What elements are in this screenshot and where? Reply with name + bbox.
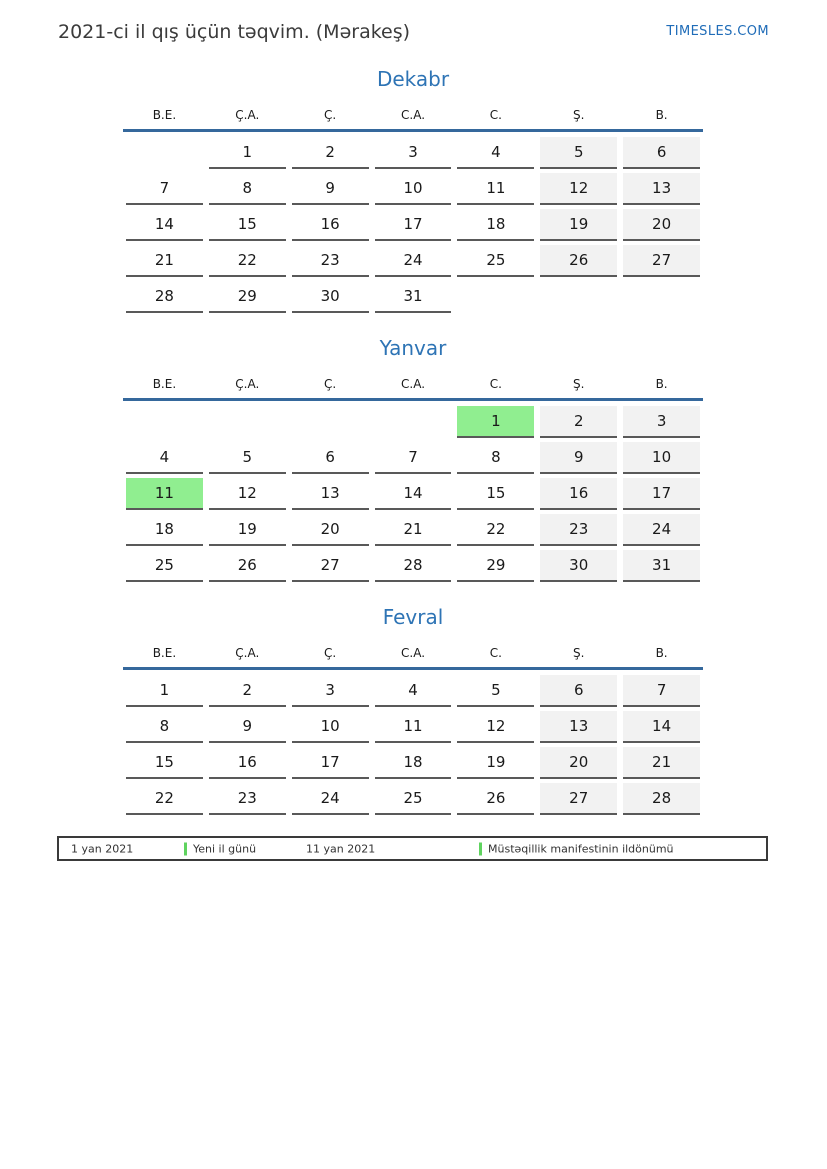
weekday-header: C. [489, 108, 502, 122]
calendar-day: 22 [457, 514, 534, 546]
calendar-day: 16 [540, 478, 617, 510]
calendar-day: 5 [457, 675, 534, 707]
calendar-day: 10 [292, 711, 369, 743]
calendar-day: 1 [457, 406, 534, 438]
month-title: Yanvar [379, 336, 447, 360]
calendar-day: 28 [623, 783, 700, 815]
calendar-day: 13 [623, 173, 700, 205]
calendar-day: 24 [375, 245, 452, 277]
calendar-day: 18 [126, 514, 203, 546]
weekday-header: Ç.A. [235, 108, 260, 122]
calendar-day: 9 [209, 711, 286, 743]
calendar-day: 12 [209, 478, 286, 510]
week-row [123, 474, 703, 510]
calendar-day: 6 [292, 442, 369, 474]
calendar-day: 18 [375, 747, 452, 779]
calendar-day: 10 [375, 173, 452, 205]
weekday-header: C. [489, 646, 502, 660]
calendar-day: 11 [375, 711, 452, 743]
weekday-header: B.E. [152, 646, 177, 660]
calendar-day: 30 [540, 550, 617, 582]
calendar-day: 15 [457, 478, 534, 510]
month-section-dekabr [123, 66, 703, 313]
week-row [123, 546, 703, 582]
calendar-day: 16 [209, 747, 286, 779]
calendar-day: 29 [209, 281, 286, 313]
calendar-day: 28 [126, 281, 203, 313]
calendar-day: 12 [540, 173, 617, 205]
calendar-day: 22 [126, 783, 203, 815]
weekday-header: Ç. [324, 377, 337, 391]
calendar-day: 13 [540, 711, 617, 743]
calendar-day: 9 [292, 173, 369, 205]
calendar-day: 14 [623, 711, 700, 743]
calendar-day: 10 [623, 442, 700, 474]
calendar-day: 3 [375, 137, 452, 169]
calendar-day: 26 [209, 550, 286, 582]
weekday-divider [123, 667, 703, 670]
calendar-day: 7 [375, 442, 452, 474]
weekday-header: Ş. [573, 646, 585, 660]
weekday-divider [123, 129, 703, 132]
calendar-day-empty [126, 137, 203, 169]
calendar-day: 12 [457, 711, 534, 743]
legend-label: Yeni il günü [193, 842, 257, 855]
week-row [123, 779, 703, 815]
calendar-day-empty [209, 406, 286, 438]
calendar-day: 8 [457, 442, 534, 474]
calendar-day: 23 [209, 783, 286, 815]
calendar-day: 21 [375, 514, 452, 546]
legend-date: 1 yan 2021 [71, 842, 134, 855]
calendar-day: 19 [209, 514, 286, 546]
calendar-day: 2 [292, 137, 369, 169]
weekday-header-row [123, 644, 703, 662]
weekday-header: B. [655, 377, 668, 391]
page-title: 2021-ci il qış üçün təqvim. (Mərakeş) [58, 21, 411, 43]
calendar-day: 6 [623, 137, 700, 169]
calendar-day: 20 [292, 514, 369, 546]
week-row [123, 277, 703, 313]
week-row [123, 707, 703, 743]
week-row [123, 743, 703, 779]
calendar-day: 26 [457, 783, 534, 815]
legend-label: Müstəqillik manifestinin ildönümü [488, 842, 674, 855]
month-title: Dekabr [376, 67, 450, 91]
calendar-day: 8 [209, 173, 286, 205]
calendar-day: 7 [126, 173, 203, 205]
month-section-yanvar [123, 335, 703, 582]
calendar-day: 11 [126, 478, 203, 510]
calendar-day: 24 [292, 783, 369, 815]
calendar-day: 31 [375, 281, 452, 313]
calendar-day: 21 [623, 747, 700, 779]
calendar-day: 21 [126, 245, 203, 277]
calendar-day-empty [457, 281, 534, 313]
calendar-day: 27 [623, 245, 700, 277]
calendar-day: 17 [375, 209, 452, 241]
calendar-day: 18 [457, 209, 534, 241]
calendar-day: 16 [292, 209, 369, 241]
calendar-day-empty [623, 281, 700, 313]
calendar-day: 27 [292, 550, 369, 582]
page-header [58, 20, 769, 44]
site-logo-link[interactable]: TIMESLES.COM [666, 24, 769, 39]
calendar-day: 25 [375, 783, 452, 815]
week-row [123, 671, 703, 707]
calendar-day: 27 [540, 783, 617, 815]
calendar-day-empty [375, 406, 452, 438]
calendar-day: 17 [292, 747, 369, 779]
weekday-header: B. [655, 646, 668, 660]
calendar-day: 26 [540, 245, 617, 277]
weeks-grid [123, 671, 703, 815]
calendar-day: 5 [540, 137, 617, 169]
weekday-header: Ş. [573, 108, 585, 122]
calendar-day: 17 [623, 478, 700, 510]
calendar-day: 24 [623, 514, 700, 546]
calendar-day: 7 [623, 675, 700, 707]
calendar-day: 5 [209, 442, 286, 474]
calendar-day: 19 [540, 209, 617, 241]
calendar-day: 2 [209, 675, 286, 707]
calendar-day: 28 [375, 550, 452, 582]
weekday-header: C.A. [401, 108, 426, 122]
weekday-header: C. [489, 377, 502, 391]
calendar-day: 29 [457, 550, 534, 582]
calendar-day: 9 [540, 442, 617, 474]
week-row [123, 169, 703, 205]
legend-box [57, 836, 768, 861]
calendar-day: 3 [623, 406, 700, 438]
calendar-day: 25 [126, 550, 203, 582]
calendar-day: 4 [457, 137, 534, 169]
calendar-day: 20 [540, 747, 617, 779]
weekday-header-row [123, 106, 703, 124]
calendar-day: 15 [126, 747, 203, 779]
weekday-header: Ç. [324, 646, 337, 660]
weekday-header: C.A. [401, 646, 426, 660]
weeks-grid [123, 402, 703, 582]
weekday-header: B.E. [152, 377, 177, 391]
week-row [123, 510, 703, 546]
week-row [123, 241, 703, 277]
calendar-day: 8 [126, 711, 203, 743]
calendar-day: 2 [540, 406, 617, 438]
holiday-marker-icon [184, 842, 187, 855]
weekday-header: Ç.A. [235, 377, 260, 391]
calendar-day: 20 [623, 209, 700, 241]
calendar-day: 6 [540, 675, 617, 707]
calendar-day: 4 [126, 442, 203, 474]
calendar-day: 1 [126, 675, 203, 707]
calendar-day: 31 [623, 550, 700, 582]
holiday-marker-icon [479, 842, 482, 855]
calendar-day: 19 [457, 747, 534, 779]
weekday-header-row [123, 375, 703, 393]
weekday-header: Ş. [573, 377, 585, 391]
month-title: Fevral [382, 605, 444, 629]
calendar-day: 11 [457, 173, 534, 205]
weekday-header: C.A. [401, 377, 426, 391]
calendar-day-empty [292, 406, 369, 438]
calendar-day: 14 [126, 209, 203, 241]
calendar-day: 30 [292, 281, 369, 313]
calendar-day: 1 [209, 137, 286, 169]
calendar-day: 25 [457, 245, 534, 277]
week-row [123, 402, 703, 438]
week-row [123, 438, 703, 474]
calendar-day: 23 [292, 245, 369, 277]
weekday-header: Ç. [324, 108, 337, 122]
weekday-header: B.E. [152, 108, 177, 122]
week-row [123, 133, 703, 169]
month-section-fevral [123, 604, 703, 815]
calendar-day: 14 [375, 478, 452, 510]
weekday-header: Ç.A. [235, 646, 260, 660]
weekday-header: B. [655, 108, 668, 122]
calendar-day: 15 [209, 209, 286, 241]
calendar-day: 22 [209, 245, 286, 277]
weekday-divider [123, 398, 703, 401]
calendar-day-empty [540, 281, 617, 313]
calendar-day: 3 [292, 675, 369, 707]
calendar-day: 4 [375, 675, 452, 707]
calendar-day: 23 [540, 514, 617, 546]
calendar-day: 13 [292, 478, 369, 510]
weeks-grid [123, 133, 703, 313]
legend-date: 11 yan 2021 [306, 842, 376, 855]
week-row [123, 205, 703, 241]
calendar-day-empty [126, 406, 203, 438]
